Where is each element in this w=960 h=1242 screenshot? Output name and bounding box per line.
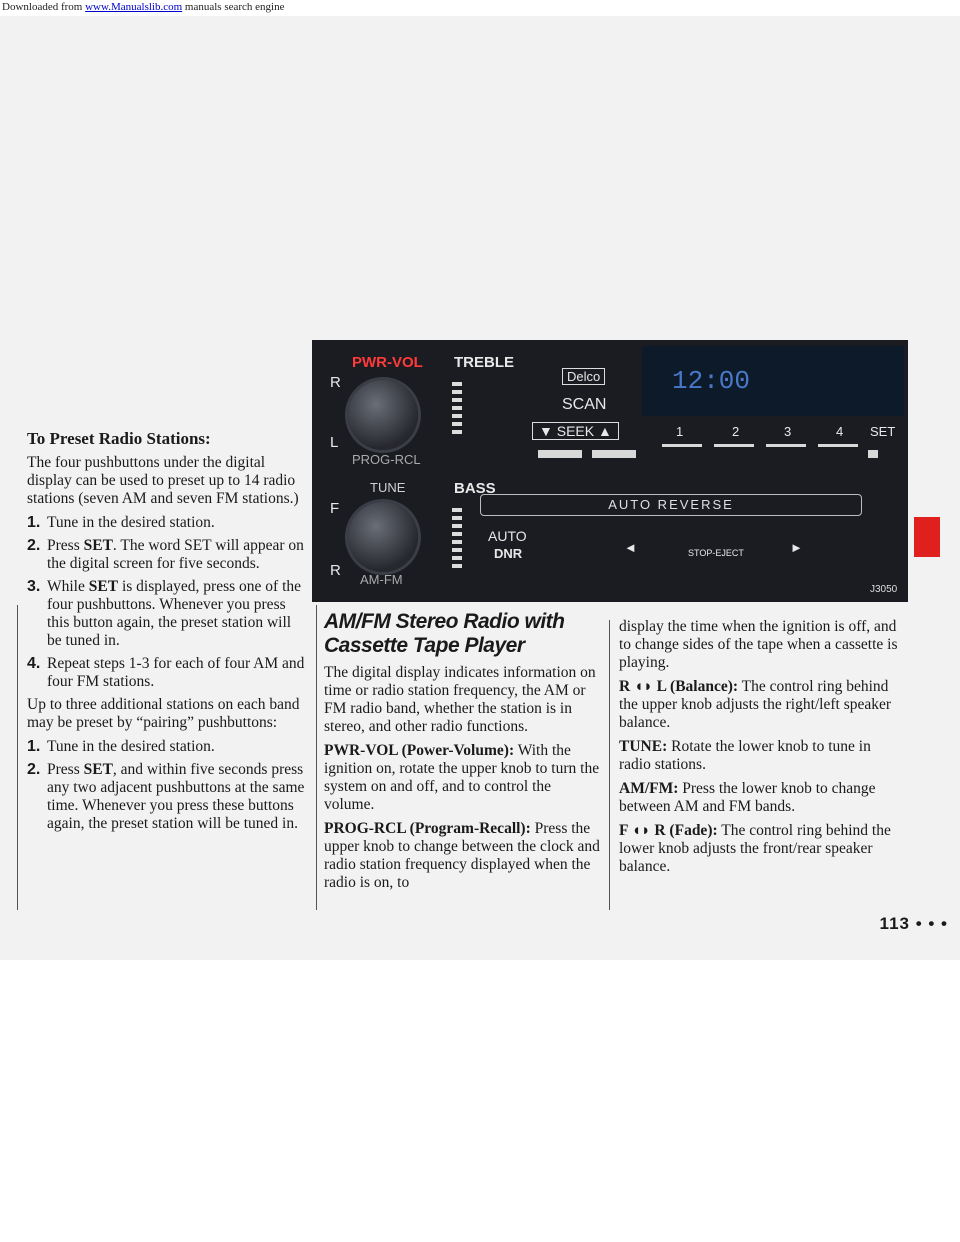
manualslib-link[interactable]: www.Manualslib.com — [85, 1, 183, 13]
lower-knob[interactable] — [348, 502, 418, 572]
delco-logo: Delco — [562, 368, 605, 385]
left-column — [27, 430, 309, 838]
upper-knob[interactable] — [348, 380, 418, 450]
step-bold: SET — [83, 761, 113, 778]
balance-term: R ◖◗ L (Balance): — [619, 678, 739, 695]
preset-1-label: 1 — [676, 424, 684, 439]
step-text: , and within five seconds press any two adjacent pushbuttons at the same time. Whenever you press these buttons again, the preset station will be tuned in. — [47, 761, 305, 832]
am-fm-desc — [619, 780, 901, 816]
preset-2-button[interactable] — [714, 444, 754, 447]
pwr-vol-label: PWR-VOL — [352, 354, 423, 371]
preset-3-button[interactable] — [766, 444, 806, 447]
step-bold: SET — [83, 537, 113, 554]
scan-label: SCAN — [562, 396, 607, 413]
fade-text: The control ring behind the lower knob adjusts the front/rear speaker balance. — [619, 822, 891, 875]
preset-2-label: 2 — [732, 424, 740, 439]
digital-display — [642, 346, 904, 416]
source-prefix: Downloaded from — [2, 1, 86, 13]
step-text: Press — [47, 537, 84, 554]
prog-rcl-continued: display the time when the ignition is off, and to change sides of the tape when a cassette is playing. — [619, 618, 898, 671]
step-item — [27, 514, 309, 532]
step-text: is displayed, press one of the four pushbuttons. Whenever you press this button again, the preset station will be tuned in. — [47, 578, 302, 649]
fade-r-label: R — [330, 562, 341, 579]
source-line — [0, 0, 960, 14]
step-number: 1. — [27, 514, 41, 531]
preset-heading: To Preset Radio Stations: — [27, 429, 211, 448]
radio-intro: The digital display indicates information on time or radio station frequency, the AM or FM radio band, whether the station is in stereo, and other radio functions. — [324, 664, 596, 735]
tune-desc — [619, 738, 901, 774]
stop-eject-button[interactable]: STOP-EJECT — [688, 548, 744, 558]
prog-rcl-term: PROG-RCL (Program-Recall): — [324, 820, 531, 837]
prog-rcl-text: Press the upper knob to change between the clock and radio station frequency displayed when the radio is on, to — [324, 820, 600, 891]
fade-f-label: F — [330, 500, 340, 517]
step-bold: SET — [88, 578, 119, 595]
middle-column — [324, 610, 604, 898]
step-number: 2. — [27, 761, 41, 778]
balance-desc — [619, 678, 901, 732]
rewind-button[interactable]: ◄ — [624, 540, 637, 555]
seek-down-button[interactable] — [538, 450, 582, 458]
bass-label: BASS — [454, 480, 496, 497]
right-rule — [609, 620, 610, 910]
preset-3-label: 3 — [784, 424, 792, 439]
tune-text: Rotate the lower knob to tune in radio stations. — [619, 738, 871, 773]
radio-illustration — [312, 340, 908, 602]
display-readout: 12:00 — [672, 366, 751, 396]
seek-button[interactable]: ▼ SEEK ▲ — [532, 422, 619, 440]
am-fm-label: AM-FM — [360, 572, 403, 587]
pwr-vol-term: PWR-VOL (Power-Volume): — [324, 742, 515, 759]
auto-reverse-label: AUTO REVERSE — [480, 494, 862, 516]
preset-steps-a — [27, 514, 309, 691]
section-tab-marker — [914, 517, 940, 557]
treble-slider[interactable] — [452, 382, 462, 438]
prog-rcl-desc — [324, 820, 604, 892]
seek-up-button[interactable] — [592, 450, 636, 458]
preset-steps-b — [27, 738, 309, 833]
dnr-label: DNR — [494, 546, 523, 561]
prog-rcl-label: PROG-RCL — [352, 452, 421, 467]
set-button[interactable] — [868, 450, 878, 458]
tune-label: TUNE — [370, 480, 406, 495]
forward-button[interactable]: ► — [790, 540, 803, 555]
balance-l-label: L — [330, 434, 339, 451]
middle-rule — [316, 605, 317, 910]
balance-text: The control ring behind the upper knob adjusts the right/left speaker balance. — [619, 678, 892, 731]
section-title-line2: Cassette Tape Player — [324, 634, 525, 657]
treble-label: TREBLE — [454, 354, 514, 371]
section-title — [324, 610, 604, 658]
preset-1-button[interactable] — [662, 444, 702, 447]
am-fm-term: AM/FM: — [619, 780, 679, 797]
step-text: Tune in the desired station. — [47, 738, 215, 755]
step-item — [27, 537, 309, 573]
pwr-vol-text: With the ignition on, rotate the upper knob to turn the system on and off, and to control the volume. — [324, 742, 600, 813]
set-label: SET — [870, 424, 896, 439]
step-item — [27, 761, 309, 833]
step-item — [27, 578, 309, 650]
fade-term: F ◖◗ R (Fade): — [619, 822, 718, 839]
step-text: While — [47, 578, 89, 595]
balance-r-label: R — [330, 374, 341, 391]
preset-intro: The four pushbuttons under the digital display can be used to preset up to 14 radio stations (seven AM and seven FM stations.) — [27, 454, 299, 507]
step-text: Tune in the desired station. — [47, 514, 215, 531]
step-number: 4. — [27, 655, 41, 672]
step-text: . The word SET will appear on the digital screen for five seconds. — [47, 537, 304, 572]
preset-4-label: 4 — [836, 424, 844, 439]
left-rule — [17, 605, 18, 910]
step-item — [27, 655, 309, 691]
preset-4-button[interactable] — [818, 444, 858, 447]
section-title-line1: AM/FM Stereo Radio with — [324, 610, 565, 633]
step-text: Press — [47, 761, 84, 778]
auto-label: AUTO — [488, 528, 527, 544]
pwr-vol-desc — [324, 742, 604, 814]
am-fm-text: Press the lower knob to change between AM and FM bands. — [619, 780, 876, 815]
step-number: 1. — [27, 738, 41, 755]
pairing-text: Up to three additional stations on each band may be preset by “pairing” pushbuttons: — [27, 696, 300, 731]
right-column — [619, 618, 901, 882]
fade-desc — [619, 822, 901, 876]
step-text: Repeat steps 1-3 for each of four AM and four FM stations. — [47, 655, 305, 690]
step-number: 3. — [27, 578, 41, 595]
figure-id: J3050 — [870, 584, 898, 595]
bass-slider[interactable] — [452, 508, 462, 572]
tune-term: TUNE: — [619, 738, 668, 755]
page-number: 113 • • • — [879, 914, 948, 933]
step-item — [27, 738, 309, 756]
step-number: 2. — [27, 537, 41, 554]
source-suffix: manuals search engine — [182, 1, 285, 13]
